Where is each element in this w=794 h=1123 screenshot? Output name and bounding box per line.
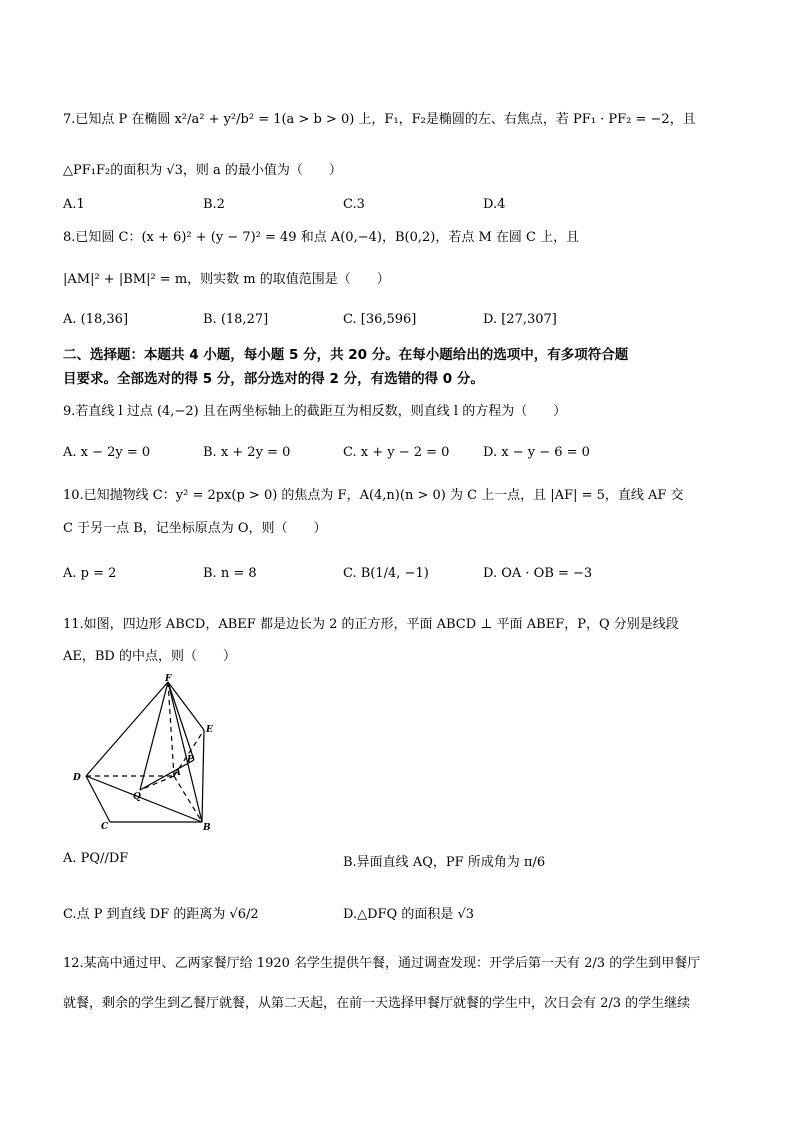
edge-ab [174, 776, 202, 822]
edge-aq [140, 776, 174, 790]
q11-option-d: D.△DFQ 的面积是 √3 [343, 907, 475, 922]
q7-option-b: B.2 [203, 197, 225, 212]
q12-line1: 12.某高中通过甲、乙两家餐厅给 1920 名学生提供午餐，通过调查发现：开学后第一天有 2/3 的学生到甲餐厅 [63, 956, 701, 971]
q8-option-d: D. [27,307] [483, 312, 557, 327]
q11-line2: AE，BD 的中点，则（ ） [63, 649, 236, 664]
q8-line2: |AM|² + |BM|² = m，则实数 m 的取值范围是（ ） [63, 272, 390, 287]
edge-fb [168, 682, 202, 822]
q9-line1: 9.若直线 l 过点 (4,−2) 且在两坐标轴上的截距互为相反数，则直线 l 的方程为（ ） [63, 404, 567, 419]
q8-option-c: C. [36,596] [343, 312, 417, 327]
label-e: E [206, 725, 213, 735]
label-f: F [165, 674, 172, 684]
q11-line1: 11.如图，四边形 ABCD，ABEF 都是边长为 2 的正方形，平面 ABCD ⊥ 平面 ABEF，P，Q 分别是线段 [63, 617, 679, 632]
q7-line1: 7.已知点 P 在椭圆 x²/a² + y²/b² = 1(a > b > 0) 上，F₁，F₂是椭圆的左、右焦点，若 PF₁ · PF₂ = −2，且 [63, 112, 696, 127]
section2-heading-line2: 目要求。全部选对的得 5 分，部分选对的得 2 分，有选错的得 0 分。 [63, 371, 484, 387]
q7-option-a: A.1 [63, 197, 85, 212]
edge-dc [86, 776, 110, 822]
edge-eb [202, 730, 204, 822]
label-a: A [174, 768, 181, 778]
q8-option-a: A. (18,36] [63, 312, 129, 327]
q9-option-d: D. x − y − 6 = 0 [483, 445, 590, 460]
q10-option-c: C. B(1/4, −1) [343, 566, 429, 581]
edge-db [86, 776, 202, 822]
edge-pq [140, 760, 194, 790]
section2-heading-line1: 二、选择题：本题共 4 小题，每小题 5 分，共 20 分。在每小题给出的选项中，有多项符合题 [63, 347, 629, 363]
q7-line2: △PF₁F₂的面积为 √3，则 a 的最小值为（ ） [63, 163, 342, 178]
q10-line1: 10.已知抛物线 C：y² = 2px(p > 0) 的焦点为 F，A(4,n)(n > 0) 为 C 上一点，且 |AF| = 5，直线 AF 交 [63, 488, 684, 503]
q10-option-a: A. p = 2 [63, 566, 117, 581]
label-p: P [187, 755, 194, 765]
label-c: C [101, 822, 109, 832]
q9-option-b: B. x + 2y = 0 [203, 445, 291, 460]
q10-option-b: B. n = 8 [203, 566, 257, 581]
q12-line2: 就餐，剩余的学生到乙餐厅就餐，从第二天起，在前一天选择甲餐厅就餐的学生中，次日会有 2/3 的学生继续 [63, 996, 691, 1011]
q11-option-c: C.点 P 到直线 DF 的距离为 √6/2 [63, 907, 259, 922]
q7-option-c: C.3 [343, 197, 365, 212]
label-q: Q [133, 792, 141, 802]
q11-option-b: B.异面直线 AQ，PF 所成角为 π/6 [343, 855, 546, 870]
q8-line1: 8.已知圆 C：(x + 6)² + (y − 7)² = 49 和点 A(0,−4)，B(0,2)，若点 M 在圆 C 上，且 [63, 230, 580, 245]
q9-option-a: A. x − 2y = 0 [63, 445, 151, 460]
q10-option-d: D. OA · OB = −3 [483, 566, 593, 581]
q11-option-a: A. PQ//DF [63, 851, 129, 866]
label-d: D [73, 773, 81, 783]
cube-figure [70, 672, 230, 834]
q10-line2: C 于另一点 B，记坐标原点为 O，则（ ） [63, 521, 327, 536]
q8-option-b: B. (18,27] [203, 312, 269, 327]
q7-option-d: D.4 [483, 197, 506, 212]
label-b: B [203, 823, 211, 833]
q9-option-c: C. x + y − 2 = 0 [343, 445, 450, 460]
